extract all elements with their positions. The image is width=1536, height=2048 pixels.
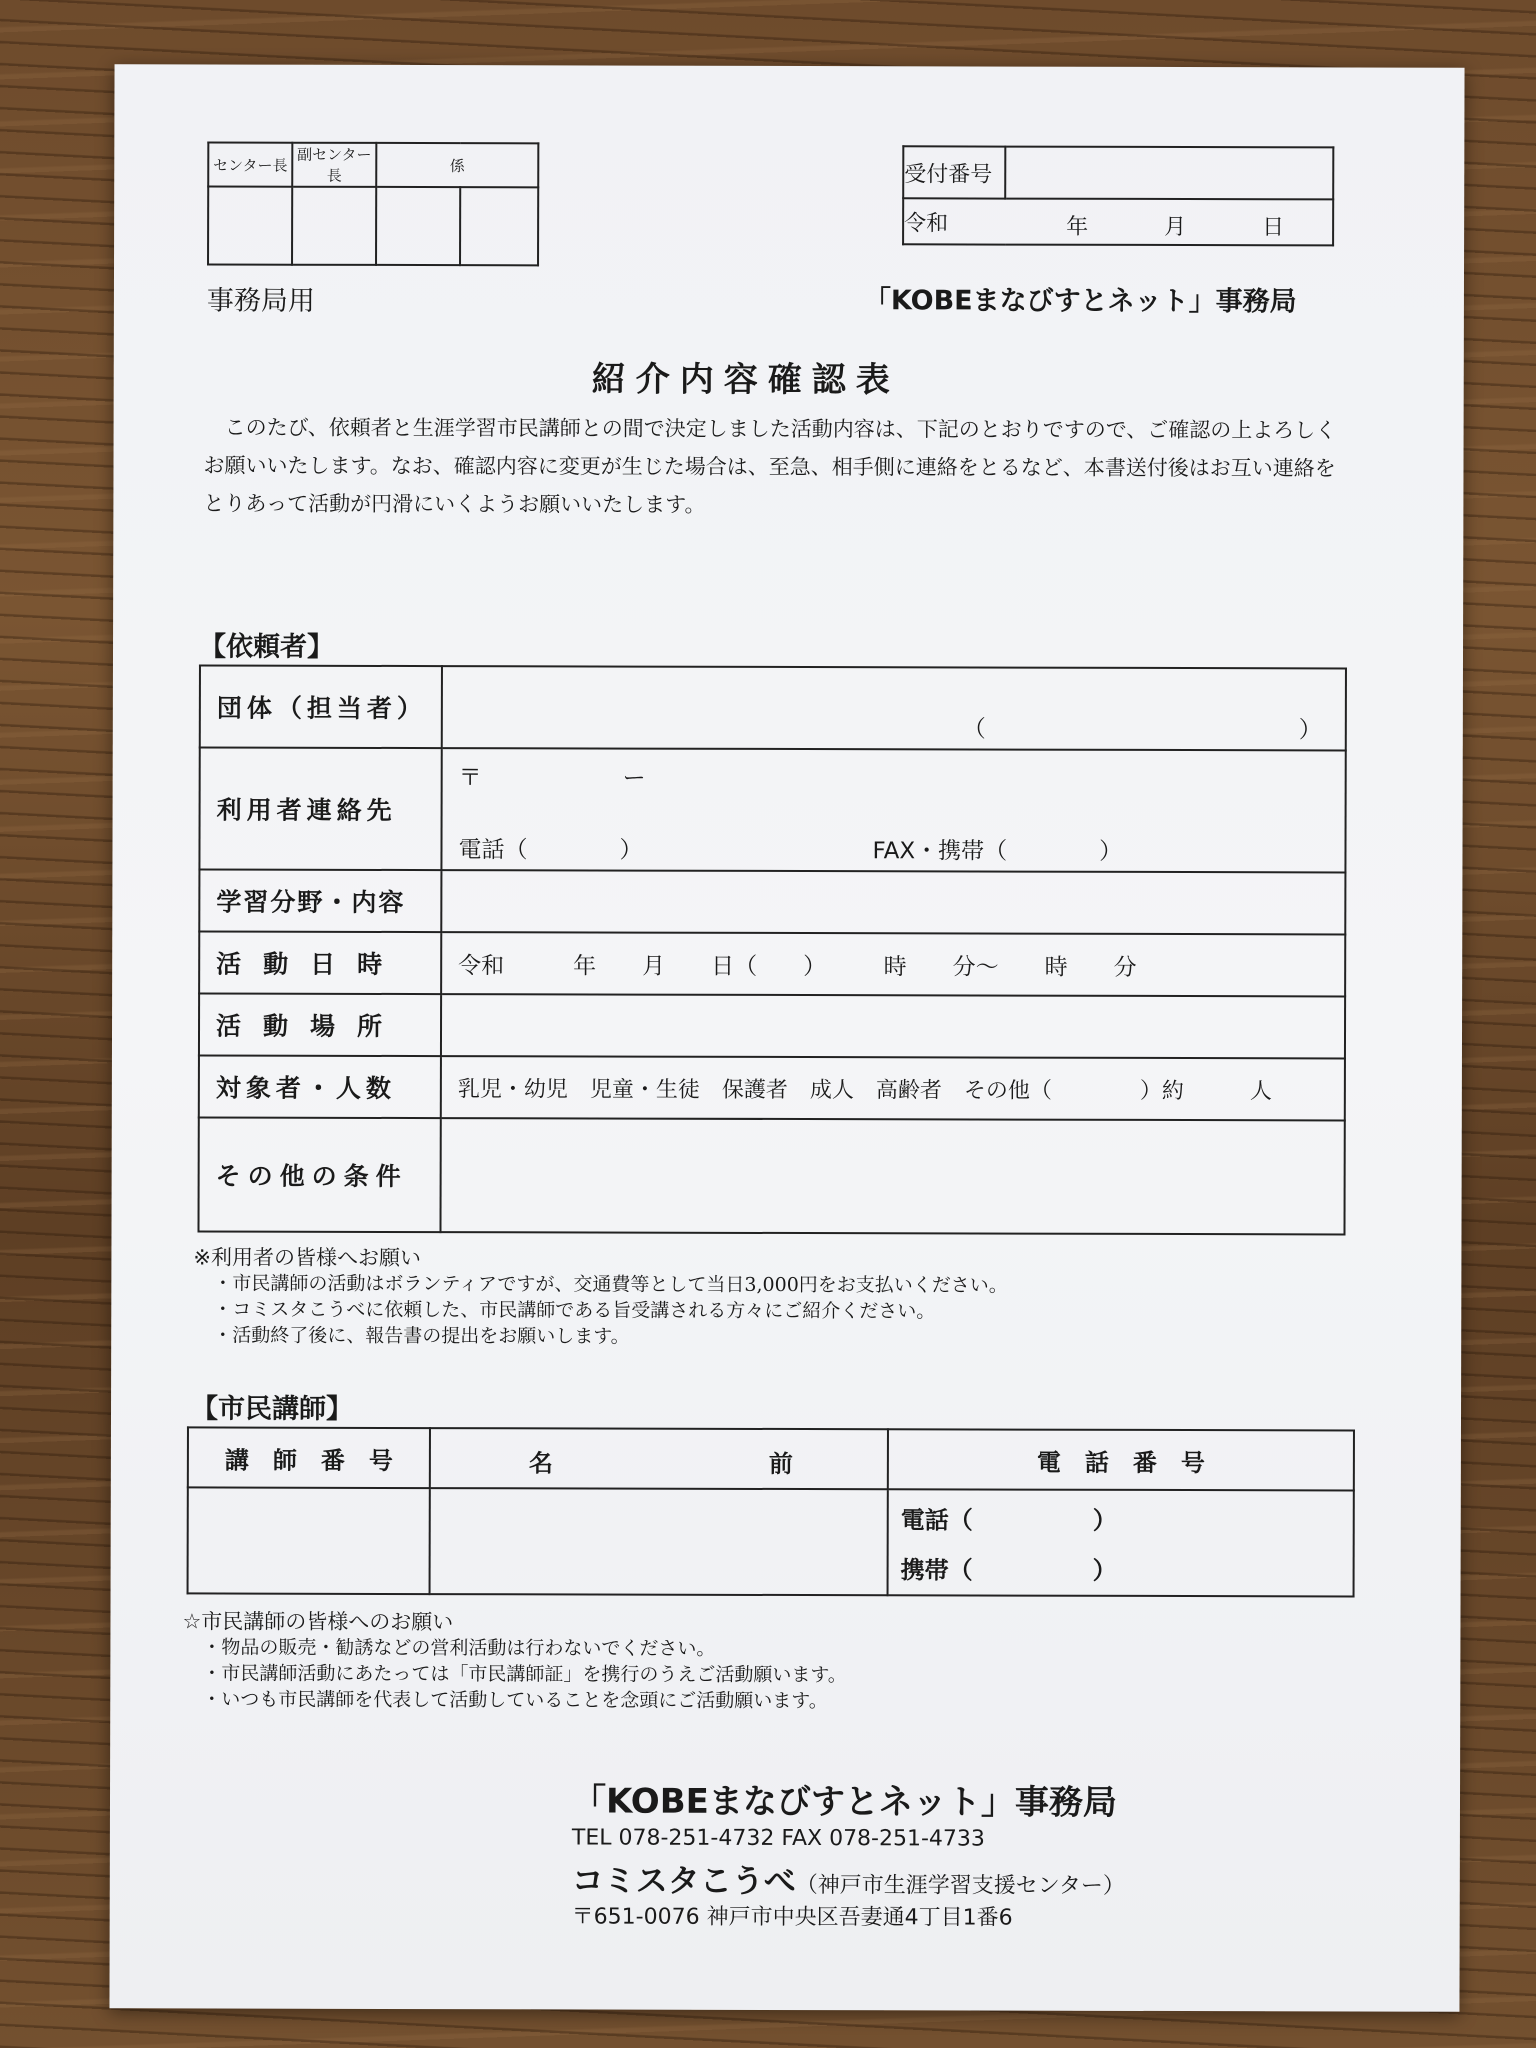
conditions-label: その他の条件 — [198, 1117, 440, 1232]
user-note-item: ・市民講師の活動はボランティアですが、交通費等として当日3,000円をお支払いください。 — [213, 1272, 1008, 1297]
receipt-date-year: 年 — [1066, 214, 1089, 240]
receipt-number-field[interactable] — [1005, 147, 1333, 200]
field-label: 学習分野・内容 — [199, 869, 441, 932]
receipt-date-day: 日 — [1262, 215, 1285, 241]
approval-stamp-cell[interactable] — [208, 186, 292, 264]
instructor-number-field[interactable] — [188, 1487, 430, 1594]
instructor-phone-header: 電 話 番 号 — [888, 1429, 1354, 1490]
approval-stamp-cell[interactable] — [460, 187, 538, 265]
instructor-notes — [182, 1608, 847, 1714]
contact-phone: 電話（ ） — [458, 837, 643, 864]
datetime-value: 令和 年 月 日（ ） 時 分〜 時 分 — [458, 952, 1137, 981]
user-note-item: ・コミスタこうべに依頼した、市民講師である旨受講される方々にご紹介ください。 — [213, 1298, 936, 1323]
target-value: 乳児・幼児 児童・生徒 保護者 成人 高齢者 その他（ ）約 人 — [457, 1076, 1272, 1104]
footer-address: 〒651-0076 神戸市中央区吾妻通4丁目1番6 — [571, 1904, 1013, 1931]
approval-stamp-cell[interactable] — [376, 187, 460, 265]
instructor-note-item: ・いつも市民講師を代表して活動していることを念頭にご活動願います。 — [202, 1688, 828, 1713]
datetime-label: 活動日時 — [199, 931, 441, 994]
instructor-mobile-line: 携帯（ ） — [900, 1556, 1117, 1585]
user-notes-head: ※利用者の皆様へお願い — [193, 1245, 422, 1271]
instructor-note-item: ・市民講師活動にあたっては「市民講師証」を携行のうえご活動願います。 — [202, 1662, 847, 1687]
form-sheet — [109, 64, 1464, 2012]
instructor-table — [187, 1426, 1355, 1597]
contact-label: 利用者連絡先 — [199, 747, 441, 870]
intro-paragraph: このたび、依頼者と生涯学習市民講師との間で決定しました活動内容は、下記のとおりですので、ご確認の上よろしくお願いいたします。なお、確認内容に変更が生じた場合は、至急、相手側に連絡をとるなど、本書送付後はお互い連絡をとりあって活動が円滑にいくようお願いいたします。 — [203, 415, 1337, 517]
organization-label: 団体（担当者） — [200, 665, 442, 748]
instructor-section-title: 【市民講師】 — [190, 1393, 354, 1425]
instructor-number-header: 講 師 番 号 — [188, 1427, 430, 1488]
user-note-item: ・活動終了後に、報告書の提出をお願いします。 — [213, 1324, 630, 1348]
footer-tel-fax: TEL 078-251-4732 FAX 078-251-4733 — [571, 1825, 985, 1852]
footer-komista-sub: （神戸市生涯学習支援センター） — [795, 1873, 1125, 1899]
field-input[interactable] — [441, 870, 1345, 934]
approval-col-deputy-head: 副センター長 — [292, 143, 376, 187]
contact-fax-mobile: FAX・携帯（ ） — [872, 838, 1123, 865]
organization-field[interactable] — [442, 666, 1346, 750]
target-label: 対象者・人数 — [199, 1055, 441, 1118]
receipt-number-label: 受付番号 — [903, 146, 1005, 198]
requester-table — [197, 664, 1346, 1235]
datetime-field[interactable] — [441, 932, 1345, 996]
footer-komista — [572, 1855, 1125, 1902]
instructor-phone-line: 電話（ ） — [900, 1506, 1117, 1535]
instructor-notes-head: ☆市民講師の皆様へのお願い — [182, 1609, 454, 1635]
receipt-date-era: 令和 — [904, 210, 949, 236]
footer-office-name: 「KOBEまなびすとネット」事務局 — [571, 1781, 1117, 1823]
receipt-date-row[interactable] — [903, 198, 1333, 245]
conditions-field[interactable] — [440, 1118, 1344, 1234]
receipt-office-name: 「KOBEまなびすとネット」事務局 — [863, 285, 1297, 318]
postal-dash: ー — [622, 765, 646, 792]
postal-mark: 〒 — [458, 765, 482, 792]
contact-field[interactable] — [441, 748, 1345, 872]
place-label: 活動場所 — [199, 993, 441, 1056]
approval-col-center-head: センター長 — [208, 142, 292, 186]
organization-paren-close: ） — [1298, 717, 1322, 744]
instructor-phone-field[interactable] — [888, 1489, 1354, 1596]
page-title: 紹介内容確認表 — [591, 359, 900, 401]
instructor-name-field[interactable] — [430, 1488, 888, 1595]
approval-stamp-cell[interactable] — [292, 187, 376, 265]
approval-stamp-box — [207, 141, 539, 266]
target-field[interactable] — [441, 1056, 1345, 1120]
receipt-box — [902, 145, 1334, 246]
organization-paren-open: （ — [962, 716, 986, 743]
place-field[interactable] — [441, 994, 1345, 1058]
instructor-name-header-a: 名 — [528, 1449, 553, 1478]
office-use-label: 事務局用 — [206, 285, 315, 317]
approval-col-staff: 係 — [376, 143, 538, 187]
instructor-name-header-b: 前 — [768, 1449, 793, 1479]
receipt-date-month: 月 — [1164, 214, 1187, 241]
instructor-note-item: ・物品の販売・勧誘などの営利活動は行わないでください。 — [202, 1636, 716, 1660]
instructor-name-header — [430, 1428, 888, 1489]
requester-section-title: 【依頼者】 — [198, 631, 335, 663]
footer-komista-name: コミスタこうべ — [571, 1861, 796, 1901]
user-notes — [193, 1244, 1008, 1350]
